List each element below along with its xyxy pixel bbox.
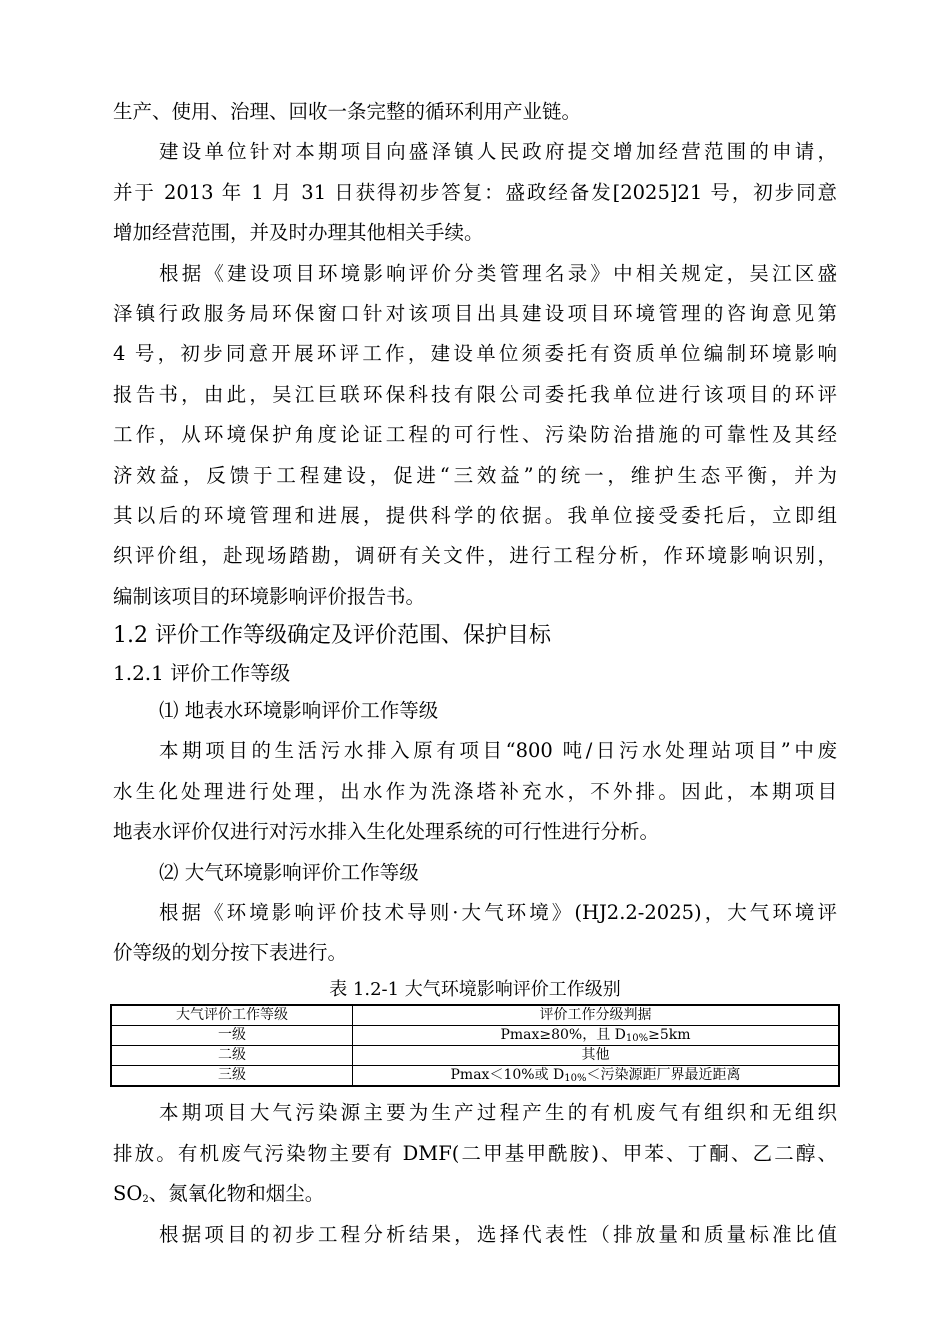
criteria-text: Pmax＜10%或 D [450, 1067, 565, 1084]
table-cell-criteria [353, 1026, 840, 1046]
section-heading: 1.2 评价工作等级确定及评价范围、保护目标 [113, 623, 551, 649]
paragraph-line: 水生化处理进行处理，出水作为洗涤塔补充水，不外排。因此，本期项目 [113, 779, 837, 803]
grade-table [110, 1004, 840, 1087]
table-cell-grade: 一级 [111, 1026, 353, 1046]
table-row [111, 1046, 839, 1066]
paragraph-line: 根据《环境影响评价技术导则·大气环境》(HJ2.2-2025)，大气环境评 [159, 900, 837, 924]
table-row [111, 1066, 839, 1087]
paragraph-line: 增加经营范围，并及时办理其他相关手续。 [113, 221, 484, 245]
subscript: 10% [625, 1033, 649, 1045]
table-row [111, 1026, 839, 1046]
table-cell-grade: 二级 [111, 1046, 353, 1066]
table-header-cell: 评价工作分级判据 [353, 1005, 840, 1026]
criteria-text: Pmax≥80%，且 D [500, 1027, 626, 1044]
list-item-heading: ⑵ 大气环境影响评价工作等级 [159, 860, 419, 884]
subscript: 2 [142, 1194, 149, 1206]
table-header-row [111, 1005, 839, 1026]
subsection-heading: 1.2.1 评价工作等级 [113, 661, 291, 686]
paragraph-line: 报告书，由此，吴江巨联环保科技有限公司委托我单位进行该项目的环评 [113, 382, 837, 406]
table-header-cell: 大气评价工作等级 [111, 1005, 353, 1026]
paragraph-line: 4 号，初步同意开展环评工作，建设单位须委托有资质单位编制环境影响 [113, 342, 837, 366]
paragraph-line: 根据《建设项目环境影响评价分类管理名录》中相关规定，吴江区盛 [159, 261, 837, 285]
paragraph-line: 本期项目大气污染源主要为生产过程产生的有机废气有组织和无组织 [159, 1101, 837, 1125]
paragraph-line: 编制该项目的环境影响评价报告书。 [113, 584, 426, 608]
paragraph-line: 其以后的环境管理和进展，提供科学的依据。我单位接受委托后，立即组 [113, 504, 837, 528]
paragraph-line: 泽镇行政服务局环保窗口针对该项目出具建设项目环境管理的咨询意见第 [113, 302, 837, 326]
paragraph-line: 生产、使用、治理、回收一条完整的循环利用产业链。 [113, 100, 582, 123]
page-content [113, 92, 837, 1255]
table-cell-grade: 三级 [111, 1066, 353, 1087]
table-cell-criteria [353, 1066, 840, 1087]
paragraph-line: 地表水评价仅进行对污水排入生化处理系统的可行性进行分析。 [113, 820, 660, 844]
paragraph-line: 织评价组，赴现场踏勘，调研有关文件，进行工程分析，作环境影响识别， [113, 544, 837, 568]
subscript: 10% [564, 1073, 587, 1085]
paragraph-line [113, 1174, 837, 1214]
paragraph-line: 济效益，反馈于工程建设，促进“三效益”的统一，维护生态平衡，并为 [113, 463, 837, 487]
list-item-heading: ⑴ 地表水环境影响评价工作等级 [159, 699, 439, 723]
formula-text: SO [113, 1182, 143, 1206]
paragraph-line: 本期项目的生活污水排入原有项目“800 吨/日污水处理站项目”中废 [159, 739, 837, 763]
paragraph-line: 工作，从环境保护角度论证工程的可行性、污染防治措施的可靠性及其经 [113, 423, 837, 447]
criteria-text: ≥5km [648, 1027, 691, 1044]
table-cell-criteria: 其他 [353, 1046, 840, 1066]
table-caption: 表 1.2-1 大气环境影响评价工作级别 [329, 979, 621, 1001]
paragraph-line: 价等级的划分按下表进行。 [113, 940, 348, 964]
paragraph-line: 根据项目的初步工程分析结果，选择代表性（排放量和质量标准比值 [159, 1222, 837, 1246]
paragraph-line: 并于 2013 年 1 月 31 日获得初步答复：盛政经备发[2025]21 号，初步同意 [113, 180, 837, 204]
paragraph-line: 建设单位针对本期项目向盛泽镇人民政府提交增加经营范围的申请， [159, 140, 837, 164]
criteria-text: ＜污染源距厂界最近距离 [586, 1067, 741, 1084]
paragraph-text: 、氮氧化物和烟尘。 [148, 1182, 325, 1206]
paragraph-line: 排放。有机废气污染物主要有 DMF(二甲基甲酰胺)、甲苯、丁酮、乙二醇、 [113, 1141, 837, 1165]
paragraph-block [113, 1093, 837, 1255]
